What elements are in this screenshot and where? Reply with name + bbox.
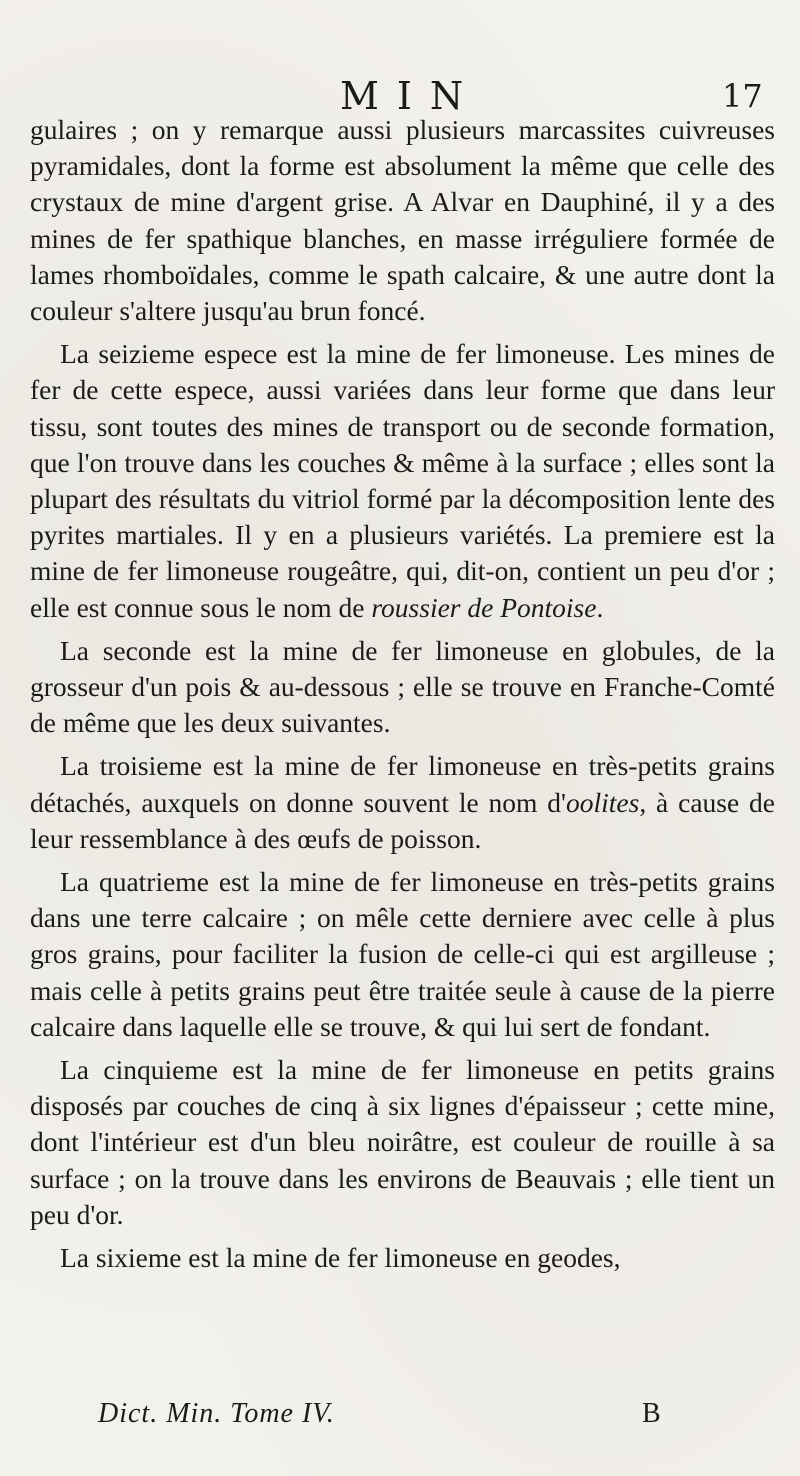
text-run: , à cause de leur ressemblance à des œufs de poisson. <box>30 786 775 854</box>
italic-term: oolites <box>565 786 640 818</box>
text-run: La seconde est la mine de fer limoneuse en globules, de la grosseur d'un pois & au-dessous ; elle se trouve en Franche-Comté de même que les deux suivantes. <box>30 634 775 739</box>
paragraph <box>30 1240 775 1276</box>
page-footer <box>0 1398 800 1438</box>
paragraph <box>30 864 775 1045</box>
paragraph <box>30 336 775 626</box>
paragraph <box>30 1052 775 1233</box>
text-run: La sixieme est la mine de fer limoneuse en geodes, <box>60 1242 621 1274</box>
paragraph <box>30 633 775 742</box>
text-run: . <box>596 591 604 623</box>
paragraph <box>30 748 775 857</box>
signature-mark: B <box>642 1398 661 1429</box>
text-run: La troisieme est la mine de fer limoneuse en très-petits grains détachés, auxquels on donne souvent le nom d' <box>30 750 775 818</box>
text-run: La seizieme espece est la mine de fer limoneuse. Les mines de fer de cette espece, aussi variées dans leur forme que dans leur tissu, sont toutes des mines de transport ou de seconde formation, que l'on trouve dans les couches & même à la surface ; elles sont la plupart des résultats du vitriol formé par la décomposition lente des pyrites martiales. Il y en a plusieurs variétés. La premiere est la mine de fer limoneuse rougeâtre, qui, dit-on, contient un peu d'or ; elle est connue sous le nom de <box>30 338 775 623</box>
italic-term: roussier de Pontoise <box>371 591 597 623</box>
page-number: 17 <box>722 77 763 115</box>
text-run: La cinquieme est la mine de fer limoneuse en petits grains disposés par couches de cinq à six lignes d'épaisseur ; cette mine, dont l'intérieur est d'un bleu noirâtre, est couleur de rouille à sa surface ; on la trouve dans les environs de Beauvais ; elle tient un peu d'or. <box>30 1054 775 1230</box>
paragraph <box>30 112 775 329</box>
text-run: La quatrieme est la mine de fer limoneuse en très-petits grains dans une terre calcaire ; on mêle cette derniere avec celle à plus gros grains, pour faciliter la fusion de celle-ci qui est argilleuse ; mais celle à petits grains peut être traitée seule à cause de la pierre calcaire dans laquelle elle se trouve, & qui lui sert de fondant. <box>30 866 775 1042</box>
running-head-title: MIN <box>340 74 482 118</box>
text-run: gulaires ; on y remarque aussi plusieurs marcassites cuivreuses pyramidales, dont la forme est absolument la même que celle des crystaux de mine d'argent grise. A Alvar en Dauphiné, il y a des mines de fer spathique blanches, en masse irréguliere formée de lames rhomboïdales, comme le spath calcaire, & une autre dont la couleur s'altere jusqu'au brun foncé. <box>30 114 775 327</box>
body-text <box>30 112 775 1276</box>
signature-line: Dict. Min. Tome IV. <box>98 1398 335 1429</box>
